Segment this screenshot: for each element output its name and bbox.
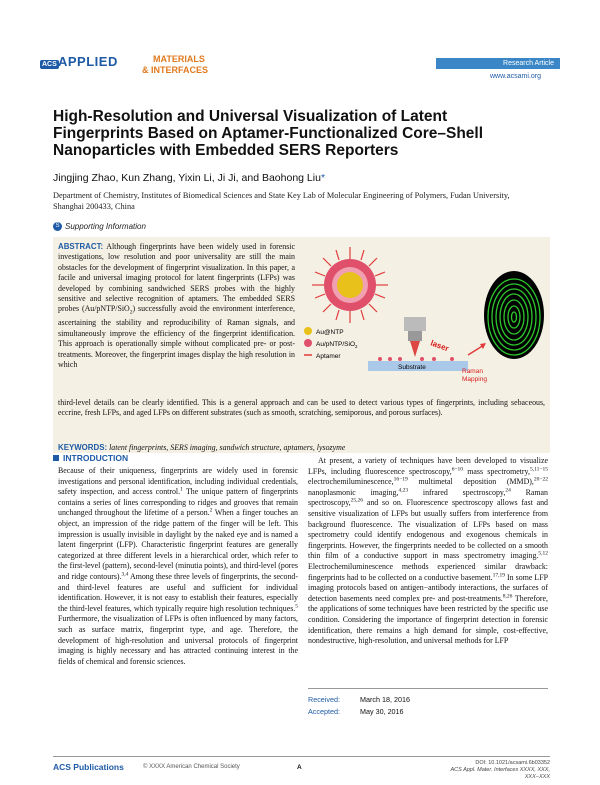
paragraph: At present, a variety of techniques have been developed to visualize LFPs, including fluorescence spectroscopy,$^{6-10}$ mass spectrometry,$^{5,11-15}$ electrochemiluminescence,$^{16-19}$ multimetal deposition (MMD),$^{20-22}$ nanoplasmonic imaging,$^{4,23}$ infrared spectroscopy,$^{24}$ Raman spectroscopy,$^{25,26}$ and so on. Fluorescence spectroscopy allows fast and sensitive visualization of LFPs but usually suffers from interference from background fluorescence. The visualization of LFPs based on mass spectrometry could identify endogenous and exogenous chemicals in fingerprints. However, the fingerprints needed to be collected on a smooth thin film of a conductive support in mass spectrometry imaging.$^{5,12}$ Electrochemiluminescence methods experienced similar drawback: fingerprints had to be collected on a conductive basement.$^{17,19}$ In some LFP imaging protocols based on antigen−antibody interactions, the surfaces of detection basements need complex pre- and post-treatments.$^{8,26}$ Therefore, the applications of some techniques have been restricted by the specific use condition. Considering the importance of fingerprint detection in forensic identification, there remains a high demand for simple, cost-effective, nondestructive, high-resolution, and universal methods for LFP: [308, 456, 549, 646]
journal-url[interactable]: www.acsami.org: [490, 73, 541, 80]
laser-beam: [410, 341, 420, 357]
laser-label: laser: [429, 338, 450, 354]
citation[interactable]: 24: [505, 487, 511, 494]
section-heading-introduction: [53, 453, 128, 463]
accepted-label: Accepted:: [308, 707, 340, 716]
received-label: Received:: [308, 695, 340, 704]
paragraph: Because of their uniqueness, fingerprints are widely used in forensic investigations and personal identification, including individual credentials, safety inspection, and access control.$^1$ The unique pattern of fingerprints contains a series of lines corresponding to ridges and grooves that remain unchanged throughout the lifetime of a person.$^2$ When a finger touches an object, an impression of the ridge pattern of the finger will be left. This impression is usually invisible in daylight by the naked eye and is named a latent fingerprint (LFP). Characteristic fingerprint features are generally categorized at three different levels in a hierarchical order, which refer to the first-level (pattern), second-level (minutia points), and third-level (pores and ridge contours).$^{3,4}$ Among these three levels of fingerprints, the second- and third-level features are useful and sufficient for individual identification. However, it is not easy to establish their features, especially the third-level features, which typically require high resolution techniques.$^5$ Furthermore, the visualization of LFPs is often influenced by many factors, such as surface matrix, fingerprint type, and age. Therefore, the development of high-resolution and universal protocols of fingerprint imaging is highly necessary and has attracted continuing interest in the fields of chemical and forensic sciences.: [58, 466, 298, 666]
received-date: March 18, 2016: [360, 695, 410, 704]
keywords-label: KEYWORDS:: [58, 443, 108, 452]
supporting-info-label: Supporting Information: [65, 222, 146, 231]
page-number: A: [297, 764, 302, 771]
abstract-label: ABSTRACT:: [58, 242, 104, 251]
copyright: © XXXX American Chemical Society: [143, 764, 240, 770]
acs-publications-logo: ACS Publications: [53, 762, 124, 772]
citation[interactable]: 1: [180, 486, 183, 493]
legend-core-icon: [304, 327, 312, 335]
journal-name-materials: MATERIALS: [153, 54, 205, 64]
authors: Jingjing Zhao, Kun Zhang, Yixin Li, Ji Ji, and Baohong Liu: [53, 172, 321, 184]
citation[interactable]: 5,11−15: [529, 465, 548, 472]
fingerprint-image: [484, 271, 544, 359]
citation[interactable]: 25,26: [350, 497, 364, 504]
journal-name-interfaces: & INTERFACES: [142, 65, 209, 75]
abstract-continued: third-level details can be clearly identified. This is a general approach and can be used to detect various types of fingerprints, including sebaceous, eccrine, fresh LFPs, and aged LFPs on different substrates (such as smooth, scratching, semiporous, and porous surfaces).: [58, 398, 545, 418]
legend-2: Au/pNTP/SiO$_2$: [316, 341, 358, 349]
footer-divider: [53, 756, 550, 757]
subscript: 2: [129, 310, 133, 317]
citation[interactable]: 20−22: [533, 476, 548, 483]
substrate-label: Substrate: [398, 364, 426, 371]
article-dates: [308, 694, 410, 718]
citation[interactable]: 2: [209, 507, 213, 514]
section-heading-text: INTRODUCTION: [63, 453, 129, 463]
citation[interactable]: 5,12: [538, 550, 548, 557]
intro-left-column: [58, 466, 298, 667]
mapping-label: Mapping: [462, 376, 487, 383]
doi-block: [430, 760, 550, 781]
nanoparticle-icon: [312, 247, 388, 323]
raman-label: Raman: [462, 368, 483, 375]
corresponding-author-mark[interactable]: *: [320, 172, 326, 184]
author-list: [53, 172, 325, 184]
legend-1: Au@NTP: [316, 329, 344, 336]
citation[interactable]: 5: [295, 603, 298, 610]
abstract-part1b: ) successfully avoid the environment interference, ascertaining the stability and reproducibility of Raman signals, and simultaneously improve the efficiency of the fingerprint identification. This approach is operationally simple without complicated pre- or post-treatments. Moreover, the fingerprint images display the high resolution in which: [58, 304, 295, 370]
citation[interactable]: 6−10: [451, 465, 464, 472]
article-title: High-Resolution and Universal Visualization of Latent Fingerprints Based on Aptamer-Functionalized Core–Shell Nanoparticles with Embedded SERS Reporters: [53, 108, 484, 159]
keywords: [58, 443, 545, 452]
intro-right-column: [308, 456, 548, 647]
citation-line: ACS Appl. Mater. Interfaces XXXX, XXX, XXX−XXX: [450, 767, 550, 780]
legend-3: Aptamer: [316, 353, 341, 360]
keywords-list: latent fingerprints, SERS imaging, sandwich structure, aptamers, lysozyme: [109, 443, 346, 452]
doi[interactable]: DOI: 10.1021/acsami.6b03352: [475, 760, 550, 766]
acs-badge: ACS: [42, 61, 57, 68]
abstract-text: [58, 242, 295, 370]
citation[interactable]: 4,23: [398, 487, 409, 494]
citation[interactable]: 3,4: [121, 571, 129, 578]
accepted-date: May 30, 2016: [360, 707, 404, 716]
supporting-info-icon: S: [53, 222, 62, 231]
affiliation: Department of Chemistry, Institutes of Biomedical Sciences and State Key Lab of Molecular Engineering of Polymers, Fudan University, Shanghai 200433, China: [53, 191, 510, 211]
citation[interactable]: 17,19: [492, 571, 505, 578]
toc-graphic: [302, 245, 544, 395]
legend-shell-icon: [304, 339, 312, 347]
dates-divider: [308, 688, 548, 689]
supporting-info-link[interactable]: [53, 222, 146, 231]
journal-name: APPLIED: [58, 54, 118, 69]
section-square-icon: [53, 455, 59, 461]
citation[interactable]: 8,26: [502, 593, 513, 600]
citation[interactable]: 16−19: [393, 476, 408, 483]
article-type-banner: Research Article: [436, 58, 560, 69]
abstract-part1: Although fingerprints have been widely used in forensic investigations, low resolution and poor universality are still the main obstacles for the development of fingerprint visualization. In this paper, a facile and universal imaging protocol for latent fingerprints (LFPs) was developed by combining sandwiched SERS probes with the highly sensitive and selective recognition of aptamers. The embedded SERS probes (Au/pNTP/SiO: [58, 242, 295, 314]
